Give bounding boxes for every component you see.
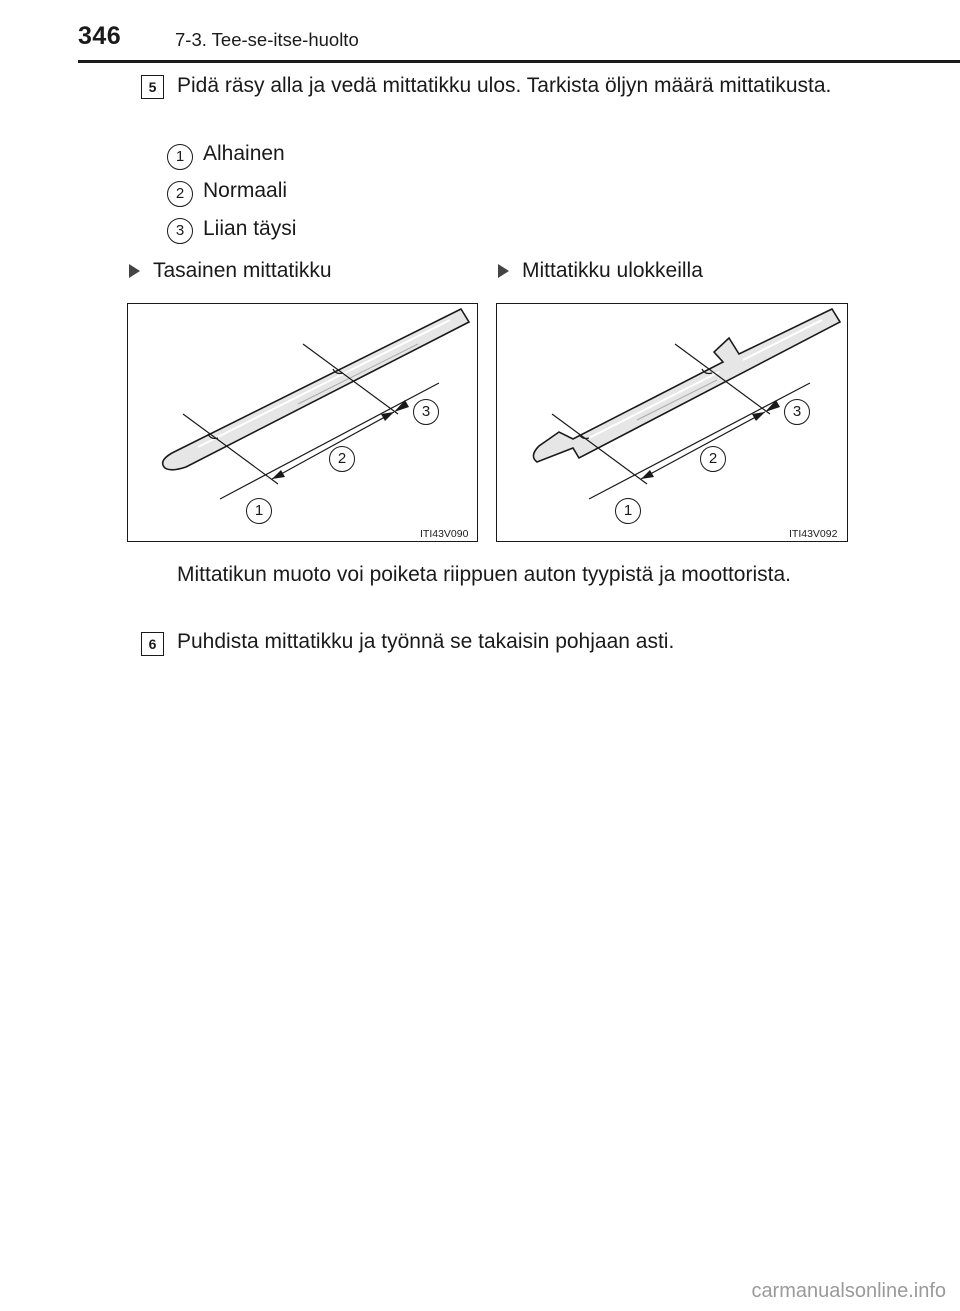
level-baseline	[589, 383, 810, 499]
item-3-number: 3	[167, 218, 193, 244]
step-6-badge: 6	[141, 632, 164, 656]
dipstick-highlight	[743, 320, 822, 360]
callout-3: 3	[784, 399, 810, 425]
figure-1-caption: Tasainen mittatikku	[153, 259, 332, 282]
figure-2-code: ITI43V092	[789, 528, 838, 540]
callout-3: 3	[413, 399, 439, 425]
shape-note: Mittatikun muoto voi poiketa riippuen auton tyypistä ja moottorista.	[177, 563, 791, 586]
section-title: 7-3. Tee-se-itse-huolto	[175, 29, 359, 50]
figure-1-code: ITI43V090	[420, 528, 469, 540]
callout-1: 1	[246, 498, 272, 524]
step-5-badge: 5	[141, 75, 164, 99]
caption-arrow-icon	[498, 264, 509, 278]
header-divider	[78, 60, 960, 63]
item-3-label: Liian täysi	[203, 217, 297, 240]
dipstick-highlight	[198, 320, 450, 447]
callout-2: 2	[329, 446, 355, 472]
figure-flat-dipstick	[127, 303, 478, 542]
callout-1: 1	[615, 498, 641, 524]
dipstick-highlight	[587, 372, 719, 439]
figure-2-caption: Mittatikku ulokkeilla	[522, 259, 703, 282]
page-number: 346	[78, 22, 122, 50]
figure-protrusion-dipstick	[496, 303, 848, 542]
dipstick-body	[533, 309, 840, 462]
item-2-label: Normaali	[203, 179, 288, 202]
watermark: carmanualsonline.info	[751, 1280, 946, 1302]
item-1-number: 1	[167, 144, 193, 170]
normal-range-line	[641, 412, 765, 479]
arrow-head	[272, 470, 285, 479]
item-2-number: 2	[167, 181, 193, 207]
level-baseline	[220, 383, 439, 499]
callout-2: 2	[700, 446, 726, 472]
step-6-text: Puhdista mittatikku ja työnnä se takaisin pohjaan asti.	[177, 630, 675, 653]
arrow-head	[752, 412, 765, 421]
item-1-label: Alhainen	[203, 142, 285, 165]
caption-arrow-icon	[129, 264, 140, 278]
step-5-text: Pidä räsy alla ja vedä mittatikku ulos. Tarkista öljyn määrä mittatikusta.	[177, 74, 832, 97]
